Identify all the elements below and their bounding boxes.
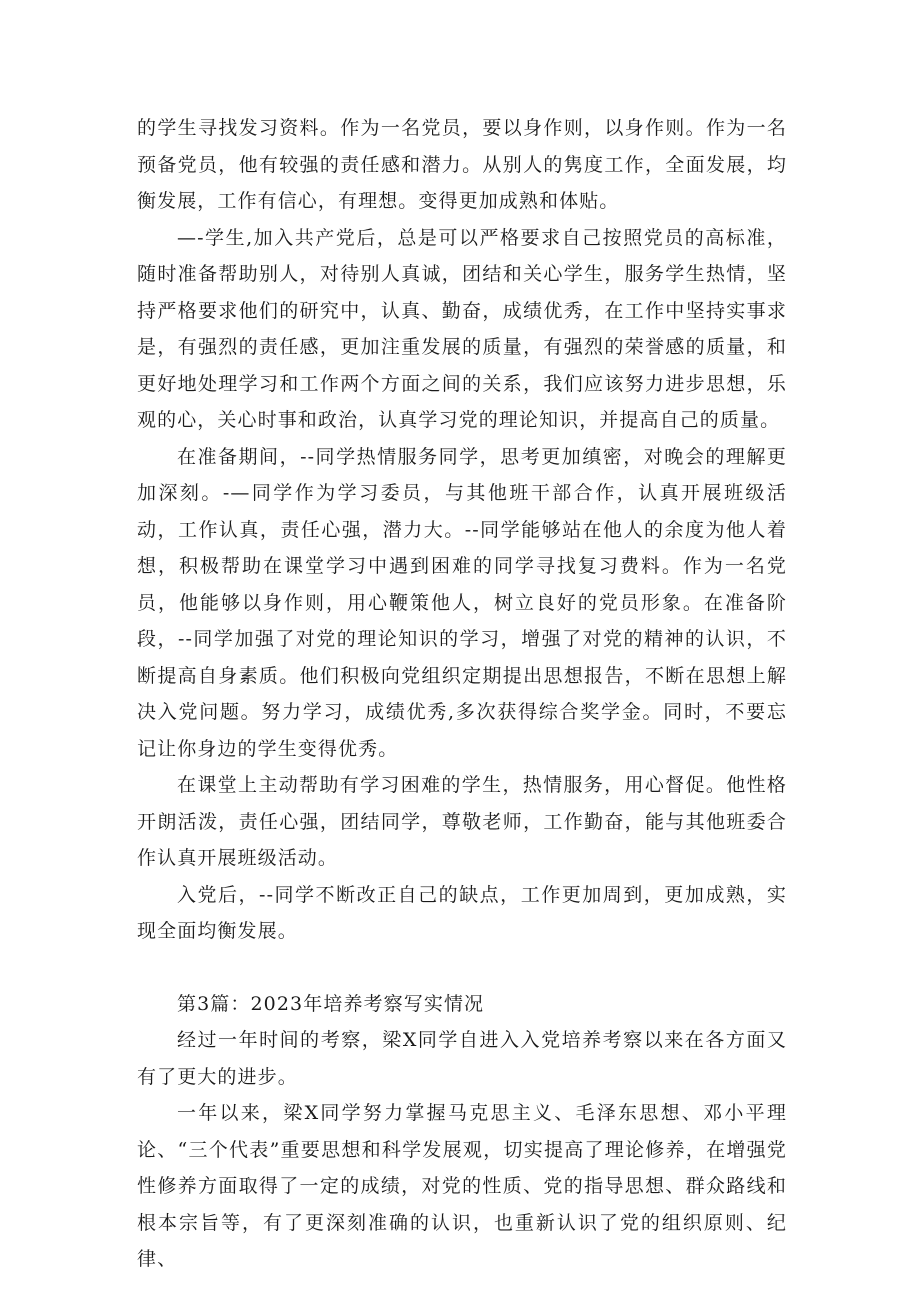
paragraph-preparation-period: 在准备期间，--同学热情服务同学，思考更加缜密，对晚会的理解更加深刻。-—同学作为学习委员，与其他班干部合作，认真开展班级活动，工作认真，责任心强，潜力大。--同学能够站在他人的余度为他人着想，积极帮助在课堂学习中遇到困难的同学寻找复习费料。作为一名党员，他能够以身作则，用心鞭策他人，树立良好的党员形象。在准备阶段，--同学加强了对党的理论知识的学习，增强了对党的精神的认识，不断提高自身素质。他们积极向党组织定期提出思想报告，不断在思想上解决入党问题。努力学习，成绩优秀,多次获得综合奖学金。同时，不要忘记让你身边的学生变得优秀。 bbox=[137, 445, 787, 760]
paragraph-after-joining: 入党后，--同学不断改正自己的缺点，工作更加周到，更加成熟，实现全面均衡发展。 bbox=[137, 883, 787, 942]
paragraph-continued: 的学生寻找发习资料。作为一名党员，要以身作则，以身作则。作为一名预备党员，他有较强的责任感和潜力。从别人的隽度工作，全面发展，均衡发展，工作有信心，有理想。变得更加成熟和体贴。 bbox=[137, 117, 787, 212]
paragraph-classroom-help: 在课堂上主动帮助有学习困难的学生，热情服务，用心督促。他性格开朗活泼，责任心强，团结同学，尊敬老师，工作勤奋，能与其他班委合作认真开展班级活动。 bbox=[137, 774, 787, 869]
paragraph-student-conduct: —-学生,加入共产党后，总是可以严格要求自己按照党员的高标准，随时准备帮助别人，对待别人真诚，团结和关心学生，服务学生热情，坚持严格要求他们的研究中，认真、勤奋，成绩优秀，在工作中坚持实事求是，有强烈的责任感，更加注重发展的质量，有强烈的荣誉感的质量，和更好地处理学习和工作两个方面之间的关系，我们应该努力进步思想，乐观的心，关心时事和政治，认真学习党的理论知识，并提高自己的质量。 bbox=[137, 226, 787, 431]
section-paragraph-theory: 一年以来，梁X同学努力掌握马克思主义、毛泽东思想、邓小平理论、“三个代表”重要思想和科学发展观，切实提高了理论修养，在增强党性修养方面取得了一定的成绩，对党的性质、党的指导思想、群众路线和根本宗旨等，有了更深刻准确的认识，也重新认识了党的组织原则、纪律、 bbox=[137, 1102, 787, 1270]
section-heading: 第3篇：2023年培养考察写实情况 bbox=[177, 992, 485, 1015]
section-paragraph-intro: 经过一年时间的考察，梁X同学自进入入党培养考察以来在各方面又有了更大的进步。 bbox=[137, 1029, 787, 1088]
document-body bbox=[137, 110, 787, 1278]
